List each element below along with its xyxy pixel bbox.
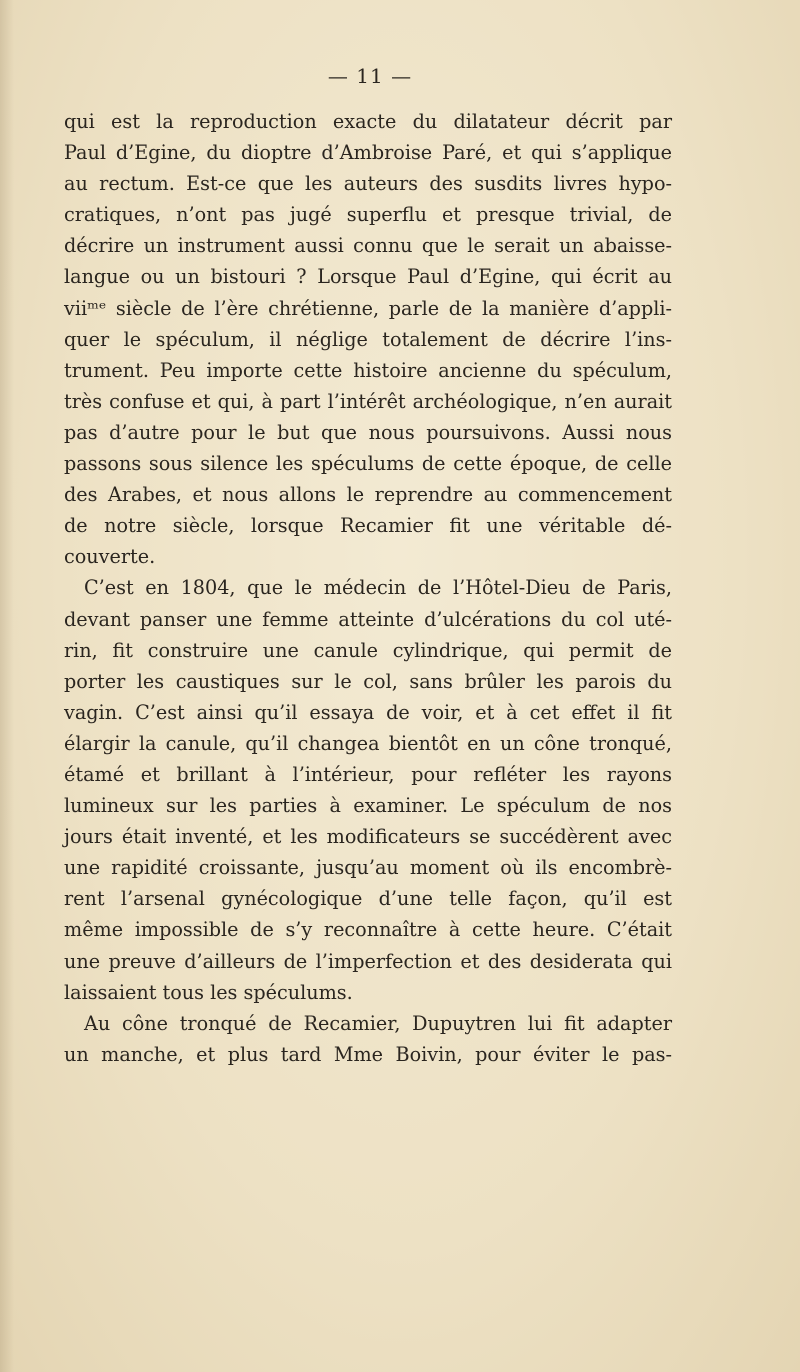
text-line: pas d’autre pour le but que nous poursuivons. Aussi nous (64, 420, 672, 444)
text-line: couverte. (64, 545, 156, 569)
text-line: jours était inventé, et les modificateurs se succédèrent avec (64, 825, 672, 849)
text-line: Paul d’Egine, du dioptre d’Ambroise Paré, et qui s’applique (64, 141, 672, 165)
text-line: une preuve d’ailleurs de l’imperfection et des desiderata qui (64, 949, 672, 973)
text-line: qui est la reproduction exacte du dilatateur décrit par (64, 110, 672, 133)
text-line: Au cône tronqué de Recamier, Dupuytren lui fit adapter (84, 1011, 672, 1035)
text-line: même impossible de s’y reconnaître à cette heure. C’était (64, 918, 672, 942)
text-line: élargir la canule, qu’il changea bientôt en un cône tronqué, (64, 731, 672, 755)
text-line: passons sous silence les spéculums de cette époque, de celle (64, 452, 672, 476)
text-line: cratiques, n’ont pas jugé superflu et presque trivial, de (64, 203, 672, 227)
text-line: porter les caustiques sur le col, sans brûler les parois du (64, 669, 672, 693)
text-line: quer le spéculum, il néglige totalement de décrire l’ins- (64, 327, 672, 351)
text-line: rent l’arsenal gynécologique d’une telle façon, qu’il est (64, 887, 672, 911)
page-edge-shadow (0, 0, 14, 1372)
paragraph (64, 572, 672, 1007)
text-line: trument. Peu importe cette histoire ancienne du spéculum, (64, 358, 672, 382)
text-line: un manche, et plus tard Mme Boivin, pour éviter le pas- (64, 1042, 672, 1066)
text-line: laissaient tous les spéculums. (64, 980, 353, 1004)
text-line: décrire un instrument aussi connu que le serait un abaisse- (64, 234, 672, 258)
text-line: lumineux sur les parties à examiner. Le spéculum de nos (64, 794, 672, 818)
text-line: langue ou un bistouri ? Lorsque Paul d’Egine, qui écrit au (64, 265, 672, 289)
text-line: étamé et brillant à l’intérieur, pour refléter les rayons (64, 762, 672, 786)
text-line: de notre siècle, lorsque Recamier fit une véritable dé- (64, 514, 672, 538)
text-line: au rectum. Est-ce que les auteurs des susdits livres hypo- (64, 172, 672, 196)
text-line: une rapidité croissante, jusqu’au moment où ils encombrè- (64, 856, 672, 880)
body-text (64, 106, 672, 1070)
text-line: devant panser une femme atteinte d’ulcérations du col uté- (64, 607, 672, 631)
text-line: vagin. C’est ainsi qu’il essaya de voir, et à cet effet il fit (64, 700, 672, 724)
paragraph (64, 1008, 672, 1070)
text-line: C’est en 1804, que le médecin de l’Hôtel-Dieu de Paris, (84, 576, 672, 600)
text-line: très confuse et qui, à part l’intérêt archéologique, n’en aurait (64, 389, 672, 413)
paragraph (64, 106, 672, 572)
text-line: des Arabes, et nous allons le reprendre au commencement (64, 483, 672, 507)
page-number: — 11 — (327, 64, 413, 88)
text-line: rin, fit construire une canule cylindrique, qui permit de (64, 638, 672, 662)
text-line: viiᵐᵉ siècle de l’ère chrétienne, parle de la manière d’appli- (64, 296, 672, 320)
